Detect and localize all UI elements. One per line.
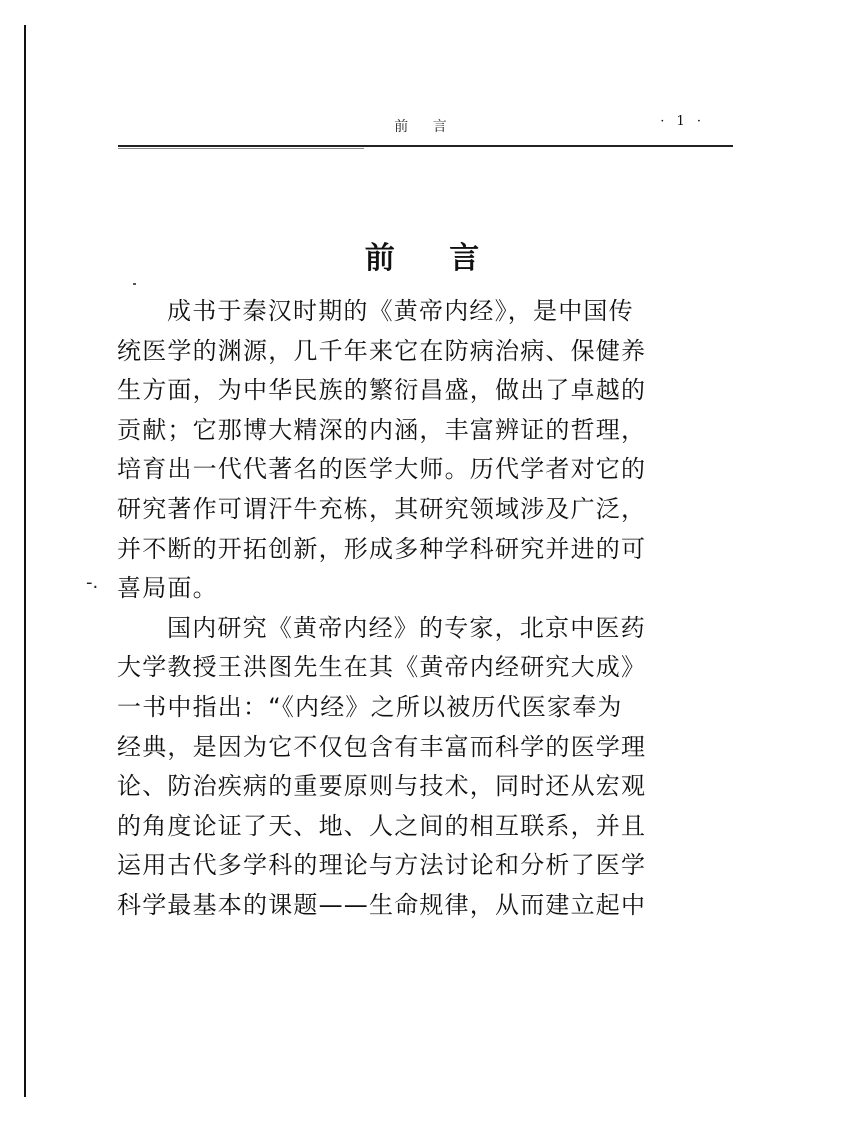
chapter-title: [0, 233, 866, 277]
header-rule: [118, 145, 733, 147]
text-line: 经典，是因为它不仅包含有丰富而科学的医学理: [117, 732, 647, 761]
page-binding-line: [24, 25, 26, 1097]
body-text: [117, 292, 742, 926]
text-line: 国内研究《黄帝内经》的专家，北京中医药: [167, 613, 646, 642]
text-line: 科学最基本的课题——生命规律，从而建立起中: [117, 890, 647, 919]
text-line: 论、防治疾病的重要原则与技术，同时还从宏观: [117, 772, 647, 801]
text-line: 成书于秦汉时期的《黄帝内经》，是中国传: [167, 297, 634, 325]
text-line: 一书中指出：“《内经》之所以被历代医家奉为: [117, 692, 623, 721]
text-line: 统医学的渊源，几千年来它在防病治病、保健养: [117, 336, 647, 365]
text-line: 贡献；它那博大精深的内涵，丰富辨证的哲理，: [117, 415, 647, 444]
text-line: 生方面，为中华民族的繁衍昌盛，做出了卓越的: [117, 376, 647, 405]
running-header-title: 前 言: [394, 119, 457, 135]
text-line: 研究著作可谓汗牛充栋，其研究领域涉及广泛，: [117, 494, 647, 523]
text-line: 并不断的开拓创新，形成多种学科研究并进的可: [117, 534, 647, 563]
running-header: [118, 110, 733, 150]
text-line: 的角度论证了天、地、人之间的相互联系，并且: [117, 811, 647, 840]
scan-speck: [133, 283, 136, 285]
paragraph-1: [117, 292, 742, 609]
text-line: 运用古代多学科的理论与方法讨论和分析了医学: [117, 851, 647, 880]
chapter-title-text: 前 言: [364, 241, 502, 276]
text-line: 大学教授王洪图先生在其《黄帝内经研究大成》: [117, 653, 647, 682]
page-number: · 1 ·: [660, 114, 705, 129]
margin-mark: -.: [86, 572, 99, 593]
paragraph-2: [117, 609, 742, 926]
text-line: 培育出一代代著名的医学大师。历代学者对它的: [117, 455, 647, 484]
text-line: 喜局面。: [117, 574, 218, 603]
